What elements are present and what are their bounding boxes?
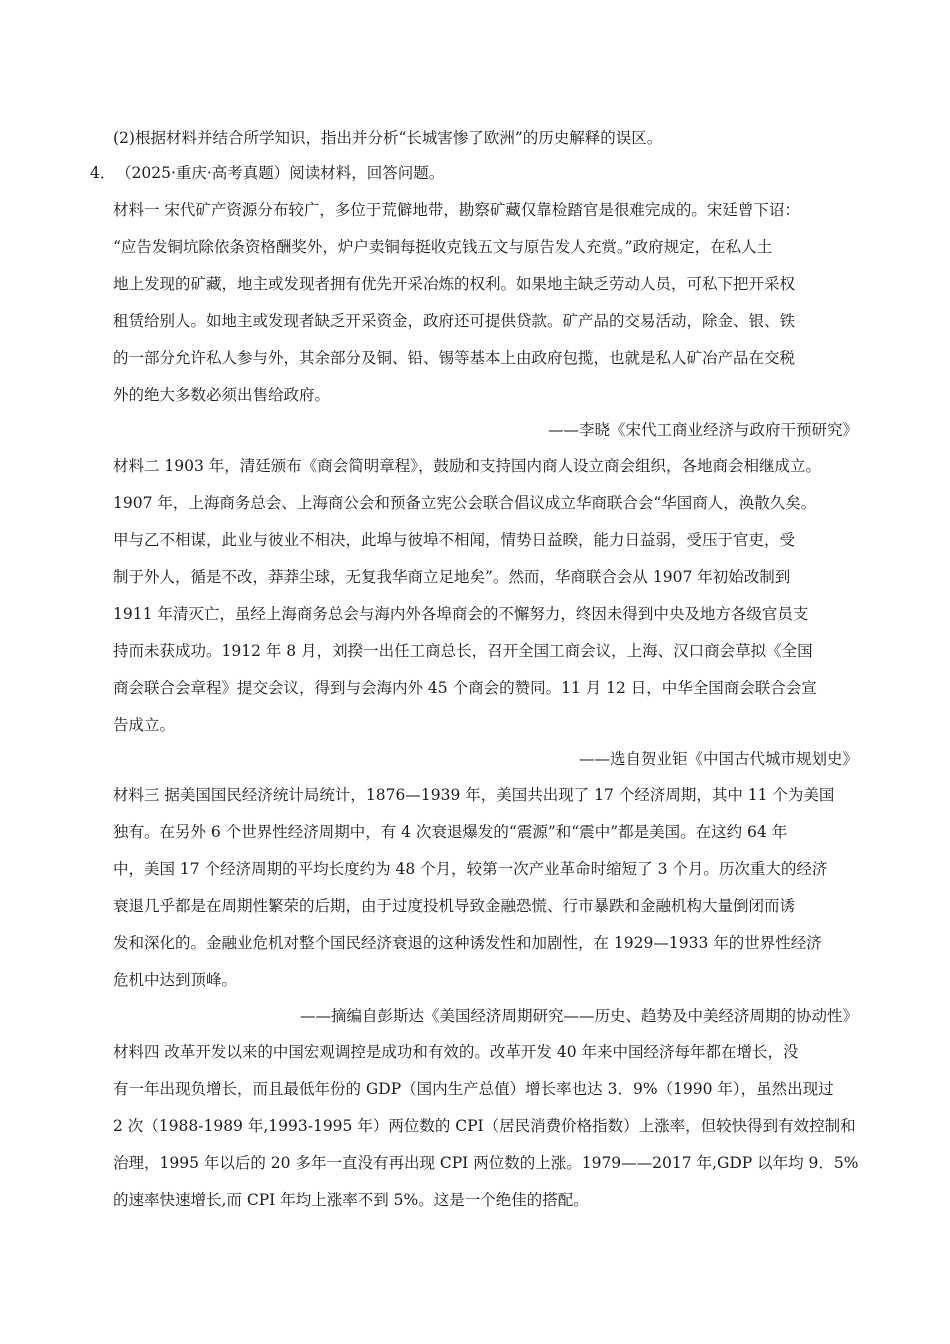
material3-source: ——摘编自彭斯达《美国经济周期研究——历史、趋势及中美经济周期的协动性》 [299,1007,858,1025]
material4-line: 的速率快速增长,而 CPI 年均上涨率不到 5%。这是一个绝佳的搭配。 [113,1191,589,1209]
material1-line: 的一部分允许私人参与外，其余部分及铜、铅、锡等基本上由政府包揽，也就是私人矿冶产品在交税 [113,349,796,367]
material2-line: 材料二 1903 年，清廷颁布《商会简明章程》，鼓励和支持国内商人设立商会组织，各地商会相继成立。 [113,457,822,475]
material1-line: 租赁给别人。如地主或发现者缺乏开采资金，政府还可提供贷款。矿产品的交易活动，除金、银、铁 [113,312,796,330]
material3-line: 中，美国 17 个经济周期的平均长度约为 48 个月，较第一次产业革命时缩短了 3 个月。历次重大的经济 [113,860,828,878]
material4-line: 治理，1995 年以后的 20 多年一直没有再出现 CPI 两位数的上涨。1979——2017 年,GDP 以年均 9．5% [113,1154,859,1172]
material2-line: 1911 年清灭亡，虽经上海商务总会与海内外各埠商会的不懈努力，终因未得到中央及地方各级官员支 [113,605,809,623]
material3-line: 危机中达到顶峰。 [113,971,238,989]
material1-line: “应告发铜坑除依条资格酬奖外，炉户卖铜每挺收克钱五文与原告发人充赏。”政府规定，在私人土 [113,238,773,256]
question-header: （2025·重庆·高考真题）阅读材料，回答问题。 [116,164,445,182]
material2-line: 持而未获成功。1912 年 8 月，刘揆一出任工商总长，召开全国工商会议，上海、汉口商会草拟《全国 [113,642,813,660]
material4-line: 有一年出现负增长，而且最低年份的 GDP（国内生产总值）增长率也达 3．9%（1990 年），虽然出现过 [113,1080,834,1098]
material2-source: ——选自贺业钜《中国古代城市规划史》 [578,750,858,768]
sub-question-2: (2)根据材料并结合所学知识，指出并分析“长城害惨了欧洲”的历史解释的误区。 [113,129,663,147]
material4-line: 2 次（1988-1989 年,1993-1995 年）两位数的 CPI（居民消费价格指数）上涨率，但较快得到有效控制和 [113,1117,856,1135]
material3-line: 材料三 据美国国民经济统计局统计，1876—1939 年，美国共出现了 17 个经济周期，其中 11 个为美国 [113,786,835,804]
material2-line: 商会联合会章程》提交会议，得到与会海内外 45 个商会的赞同。11 月 12 日，中华全国商会联合会宣 [113,679,817,697]
material2-line: 制于外人，循是不改，莽莽尘球，无复我华商立足地矣”。然而，华商联合会从 1907 年初始改制到 [113,568,791,586]
material4-line: 材料四 改革开发以来的中国宏观调控是成功和有效的。改革开发 40 年来中国经济每年都在增长，没 [113,1043,799,1061]
material3-line: 衰退几乎都是在周期性繁荣的后期，由于过度投机导致金融恐慌、行市暴跌和金融机构大量倒闭而诱 [113,897,796,915]
material2-line: 甲与乙不相谋，此业与彼业不相决，此埠与彼埠不相闻，情势日益睽，能力日益弱，受压于官吏，受 [113,531,796,549]
material3-line: 独有。在另外 6 个世界性经济周期中，有 4 次衰退爆发的“震源”和“震中”都是美国。在这约 64 年 [113,823,788,841]
material1-line: 地上发现的矿藏，地主或发现者拥有优先开采冶炼的权利。如果地主缺乏劳动人员，可私下把开采权 [113,275,796,293]
question-number: 4． [90,164,116,182]
material1-line: 材料一 宋代矿产资源分布较广，多位于荒僻地带，勘察矿藏仅靠检踏官是很难完成的。宋廷曾下诏： [113,201,800,219]
material2-line: 1907 年，上海商务总会、上海商公会和预备立宪公会联合倡议成立华商联合会“华国商人，涣散久矣。 [113,494,817,512]
material2-line: 告成立。 [113,716,176,734]
material1-source: ——李晓《宋代工商业经济与政府干预研究》 [547,421,858,439]
material3-line: 发和深化的。金融业危机对整个国民经济衰退的这种诱发性和加剧性，在 1929—1933 年的世界性经济 [113,934,822,952]
material1-line: 外的绝大多数必须出售给政府。 [113,386,331,404]
